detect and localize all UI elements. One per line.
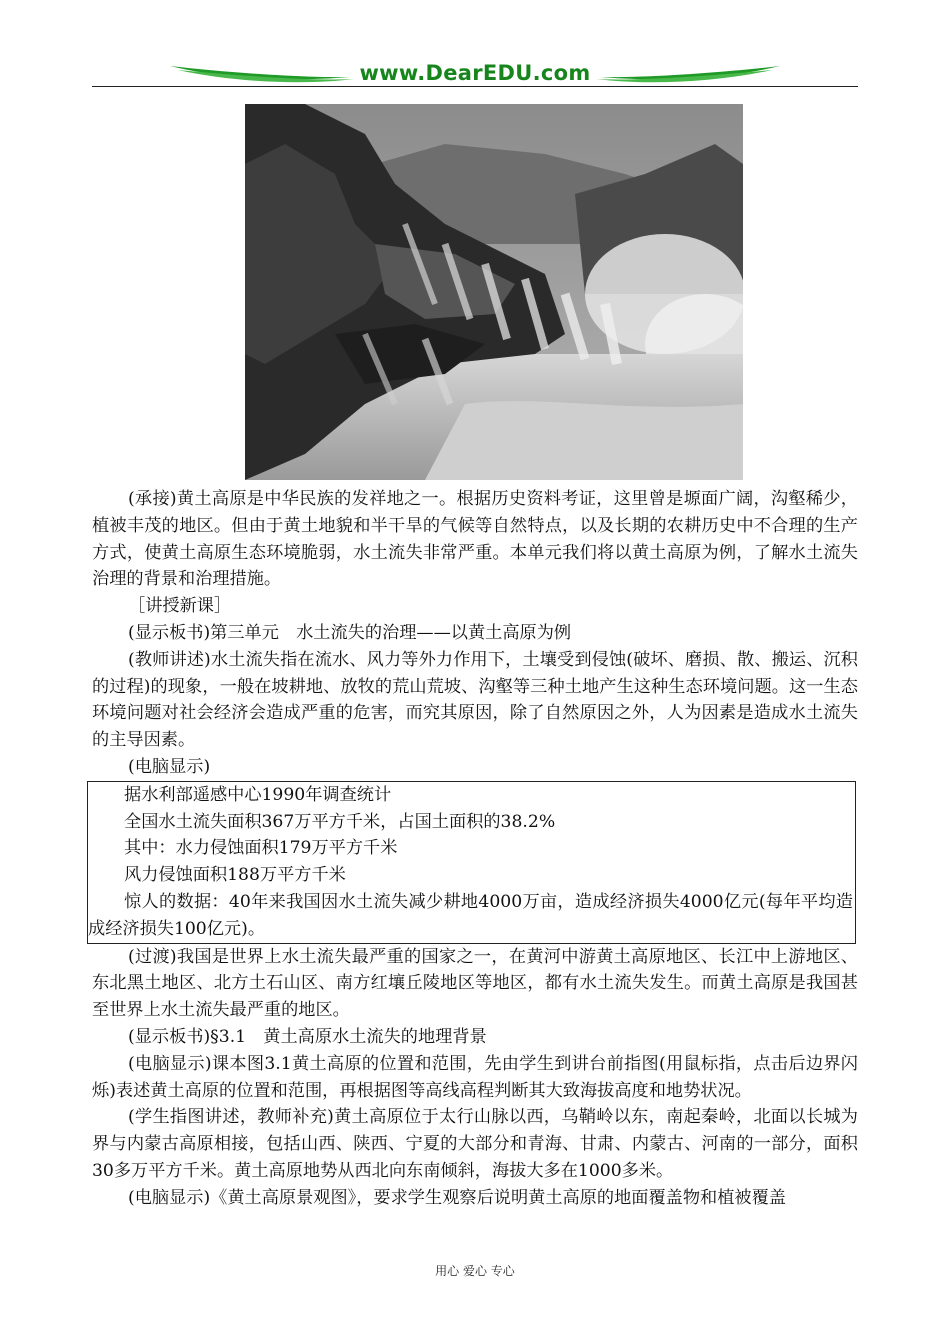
stats-total-area: 全国水土流失面积367万平方千米，占国土面积的38.2% <box>124 811 556 832</box>
waterfall-image-icon <box>245 104 743 480</box>
stats-water-erosion: 其中：水力侵蚀面积179万平方千米 <box>124 838 398 859</box>
document-body <box>88 486 858 1212</box>
stats-shocking-data: 惊人的数据：40年来我国因水土流失减少耕地4000万亩，造成经济损失4000亿元(每年平均造成经济损失100亿元)。 <box>88 891 853 939</box>
paragraph-section-heading: (显示板书)§3.1 黄土高原水土流失的地理背景 <box>128 1026 487 1047</box>
paragraph-student-explain: (学生指图讲述，教师补充)黄土高原位于太行山脉以西，乌鞘岭以东，南起秦岭，北面以长城为界与内蒙古高原相接，包括山西、陕西、宁夏的大部分和青海、甘肃、内蒙古、河南的一部分，面积30多万平方千米。黄土高原地势从西北向东南倾斜，海拔大多在1000多米。 <box>92 1107 858 1181</box>
paragraph-landscape-display: (电脑显示)《黄土高原景观图》，要求学生观察后说明黄土高原的地面覆盖物和植被覆盖 <box>128 1187 786 1208</box>
paragraph-computer-display: (电脑显示) <box>128 756 211 777</box>
paragraph-map-display: (电脑显示)课本图3.1黄土高原的位置和范围，先由学生到讲台前指图(用鼠标指，点击后边界闪烁)表述黄土高原的位置和范围，再根据图等高线高程判断其大致海拔高度和地势状况。 <box>92 1053 858 1101</box>
waterfall-photo <box>245 104 743 480</box>
paragraph-unit-title: (显示板书)第三单元 水土流失的治理——以黄土高原为例 <box>128 622 572 643</box>
paragraph-intro: (承接)黄土高原是中华民族的发祥地之一。根据历史资料考证，这里曾是塬面广阔，沟壑稀少，植被丰茂的地区。但由于黄土地貌和半干旱的气候等自然特点，以及长期的农耕历史中不合理的生产方式，使黄土高原生态环境脆弱，水土流失非常严重。本单元我们将以黄土高原为例，了解水土流失治理的背景和治理措施。 <box>92 489 858 590</box>
paragraph-transition: (过渡)我国是世界上水土流失最严重的国家之一，在黄河中游黄土高原地区、长江中上游地区、东北黑土地区、北方土石山区、南方红壤丘陵地区等地区，都有水土流失发生。而黄土高原是我国甚至世界上水土流失最严重的地区。 <box>92 946 858 1021</box>
page-footer: 用心 爱心 专心 <box>435 1264 515 1278</box>
header-rule <box>92 86 858 87</box>
statistics-box <box>87 781 856 944</box>
stats-source: 据水利部遥感中心1990年调查统计 <box>124 784 392 805</box>
stats-wind-erosion: 风力侵蚀面积188万平方千米 <box>124 865 346 886</box>
site-url[interactable]: www.DearEDU.com <box>359 61 591 85</box>
paragraph-teacher-lecture: (教师讲述)水土流失指在流水、风力等外力作用下，土壤受到侵蚀(破坏、磨损、散、搬运、沉积的过程)的现象，一般在坡耕地、放牧的荒山荒坡、沟壑等三种土地产生这种生态环境问题。这一生态环境问题对社会经济会造成严重的危害，而究其原因，除了自然原因之外，人为因素是造成水土流失的主导因素。 <box>92 649 858 751</box>
paragraph-section-label: ［讲授新课］ <box>128 596 232 617</box>
